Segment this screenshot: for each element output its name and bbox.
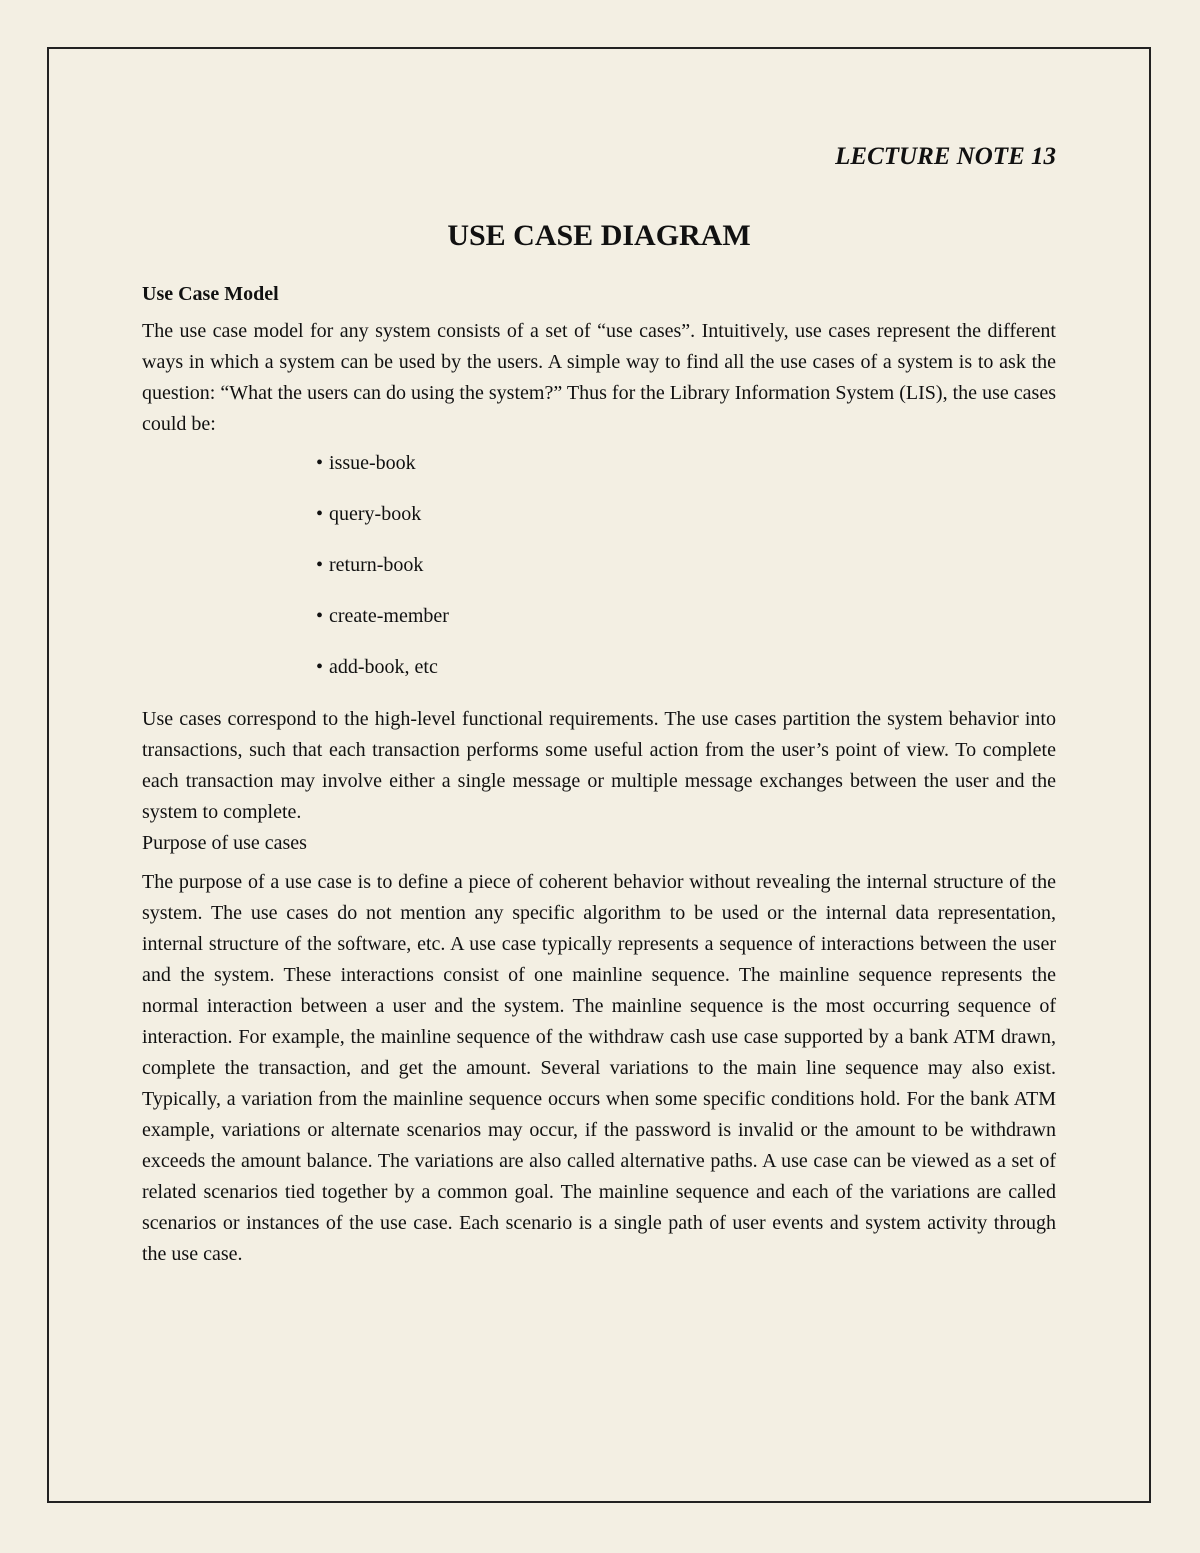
bullet-icon: •	[316, 554, 324, 576]
list-item-label: issue-book	[329, 452, 416, 474]
list-item	[316, 552, 1056, 578]
list-item	[316, 501, 1056, 527]
bullet-icon: •	[316, 452, 324, 474]
purpose-heading: Purpose of use cases	[142, 832, 307, 854]
use-cases-paragraph: Use cases correspond to the high-level functional requirements. The use cases partition the system behavior into transactions, such that each transaction performs some useful action from the user’s point of view. To complete each transaction may involve either a single message or multiple message exchanges between the user and the system to complete.	[142, 708, 1056, 823]
intro-paragraph: The use case model for any system consists of a set of “use cases”. Intuitively, use cases represent the different ways in which a system can be used by the users. A simple way to find all the use cases of a system is to ask the question: “What the users can do using the system?” Thus for the Library Information System (LIS), the use cases could be:	[142, 320, 1056, 435]
list-item	[316, 654, 1056, 680]
bullet-icon: •	[316, 503, 324, 525]
page-title: USE CASE DIAGRAM	[447, 219, 751, 252]
list-item	[316, 603, 1056, 629]
list-item-label: return-book	[329, 554, 424, 576]
bullet-icon: •	[316, 656, 324, 678]
document-body	[142, 140, 1056, 1270]
list-item-label: add-book, etc	[329, 656, 438, 678]
list-item	[316, 450, 1056, 476]
list-item-label: create-member	[329, 605, 449, 627]
section-heading: Use Case Model	[142, 283, 279, 305]
use-case-list	[142, 450, 1056, 680]
list-item-label: query-book	[329, 503, 422, 525]
lecture-note-label: LECTURE NOTE 13	[835, 143, 1056, 170]
purpose-paragraph: The purpose of a use case is to define a piece of coherent behavior without revealing the internal structure of the system. The use cases do not mention any specific algorithm to be used or the internal data representation, internal structure of the software, etc. A use case typically represents a sequence of interactions between the user and the system. These interactions consist of one mainline sequence. The mainline sequence represents the normal interaction between a user and the system. The mainline sequence is the most occurring sequence of interaction. For example, the mainline sequence of the withdraw cash use case supported by a bank ATM drawn, complete the transaction, and get the amount. Several variations to the main line sequence may also exist. Typically, a variation from the mainline sequence occurs when some specific conditions hold. For the bank ATM example, variations or alternate scenarios may occur, if the password is invalid or the amount to be withdrawn exceeds the amount balance. The variations are also called alternative paths. A use case can be viewed as a set of related scenarios tied together by a common goal. The mainline sequence and each of the variations are called scenarios or instances of the use case. Each scenario is a single path of user events and system activity through the use case.	[142, 871, 1056, 1265]
bullet-icon: •	[316, 605, 324, 627]
